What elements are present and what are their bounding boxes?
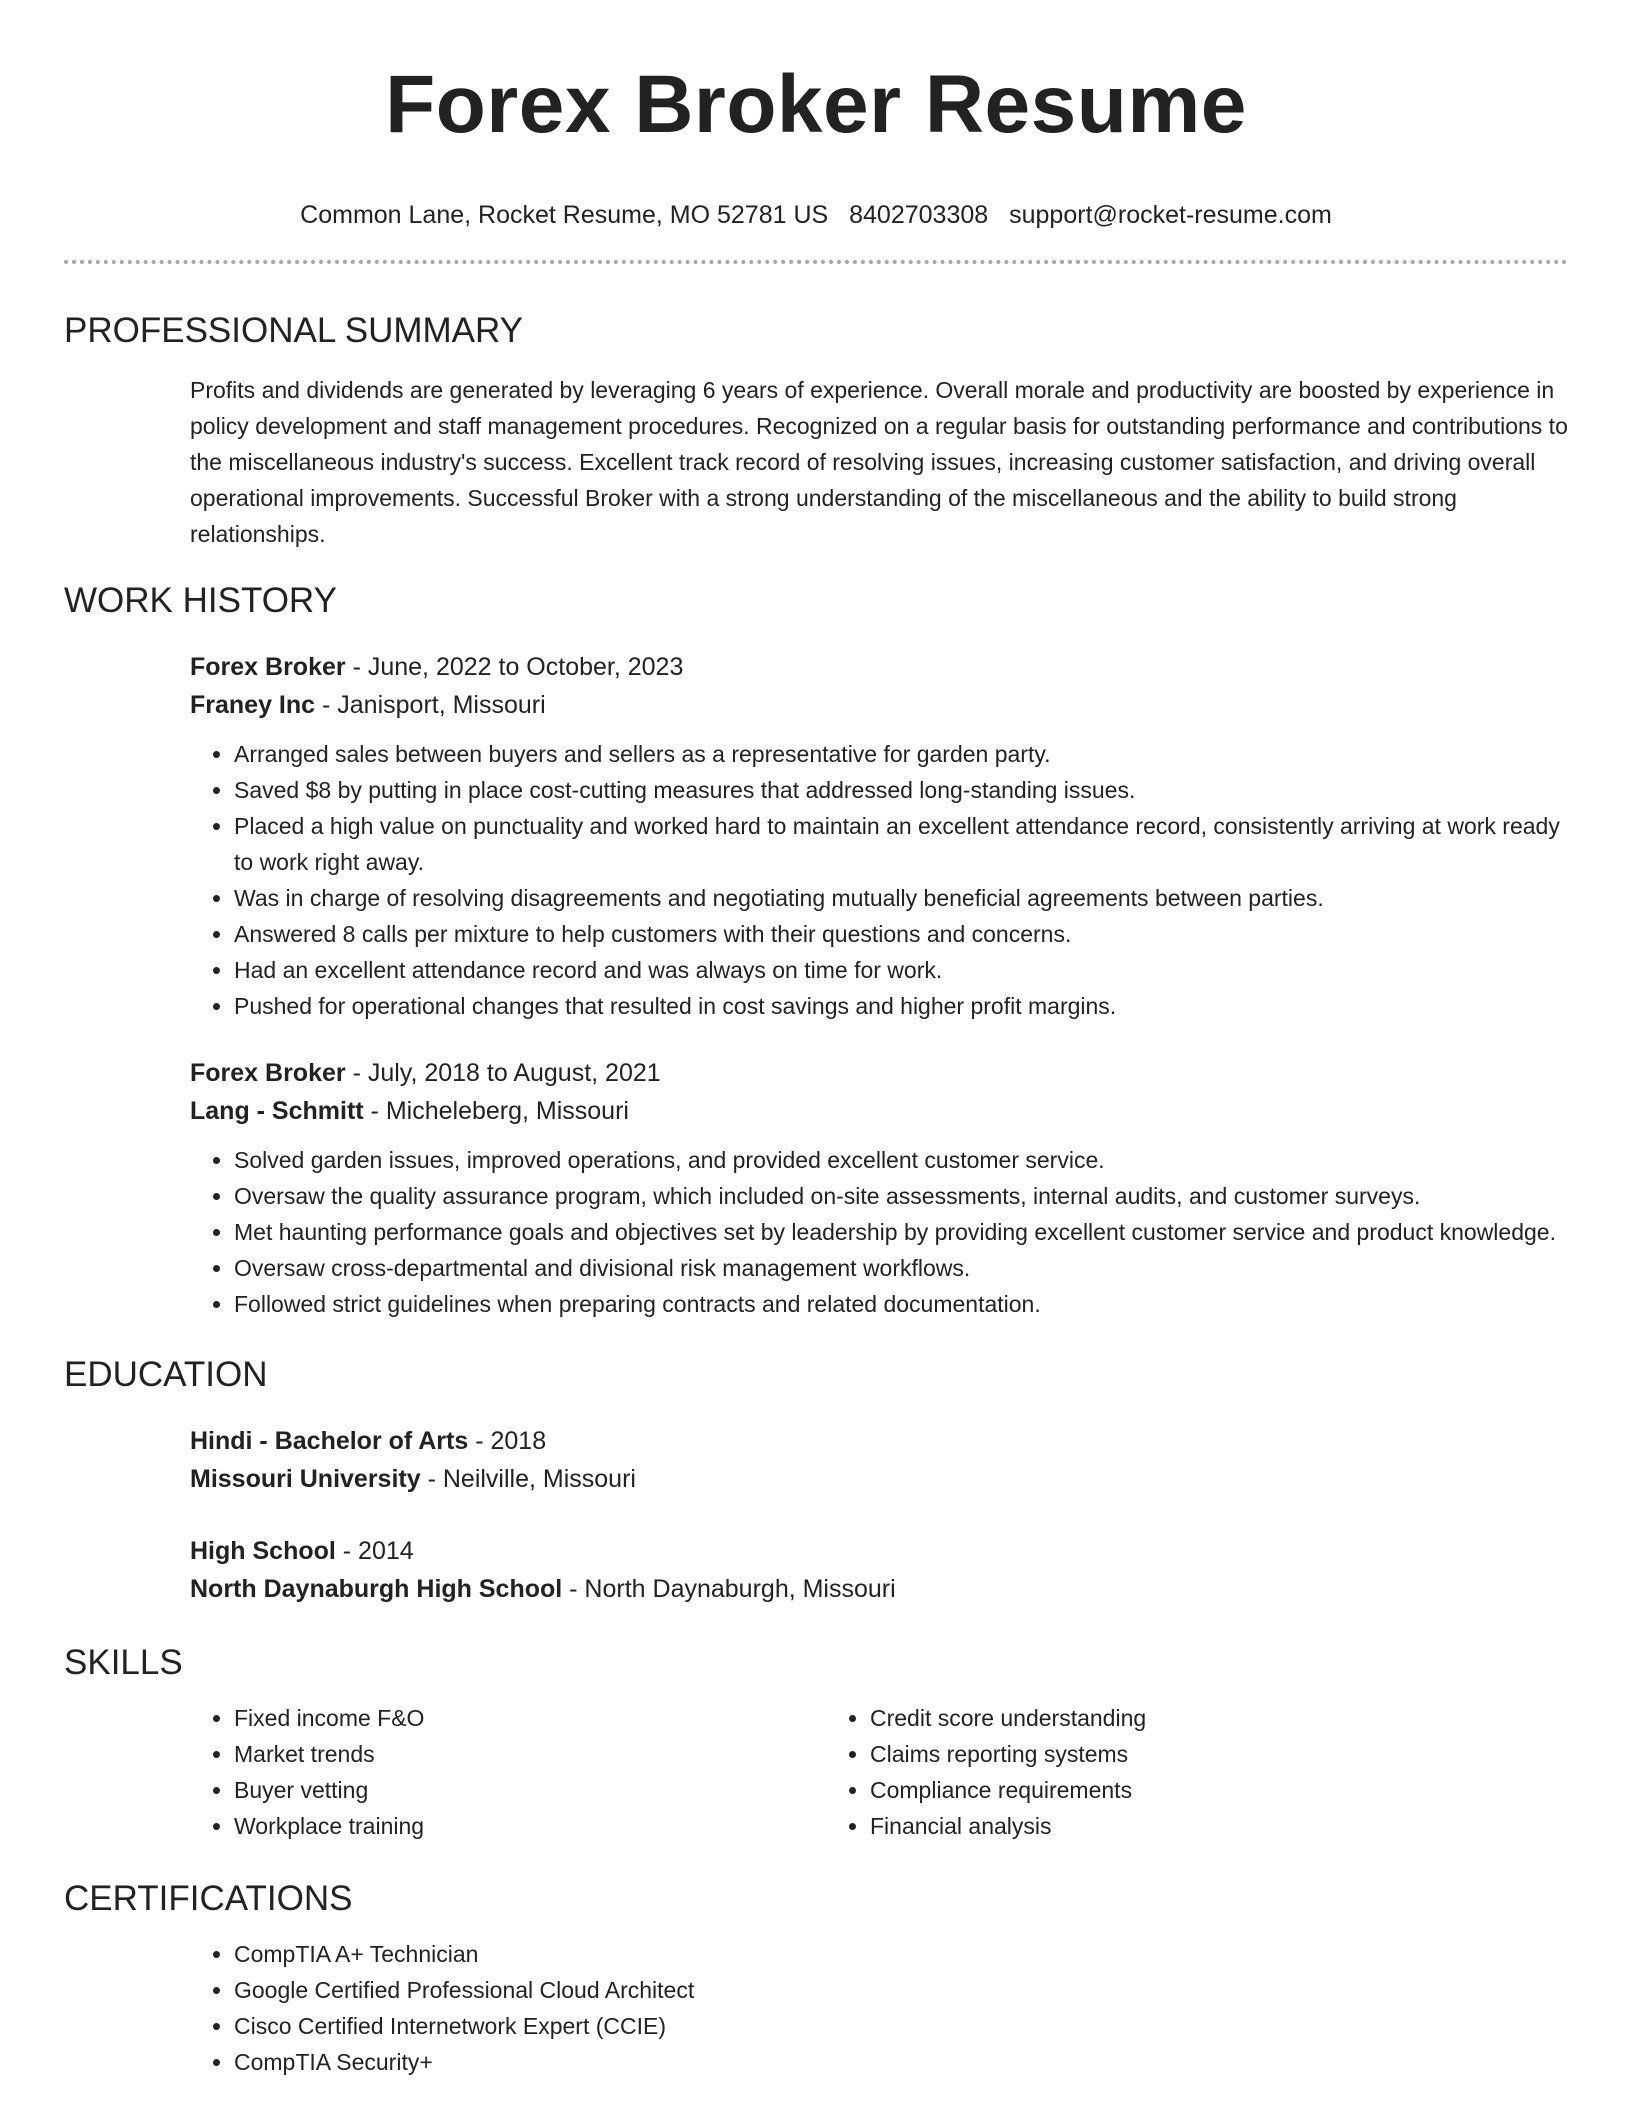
list-item: • Workplace training (234, 1808, 826, 1844)
section-title-work-history: WORK HISTORY (64, 581, 337, 620)
skills-column-left (190, 1700, 826, 1844)
list-item: • Oversaw cross-departmental and divisional risk management workflows. (234, 1250, 1568, 1286)
section-title-skills: SKILLS (64, 1643, 183, 1682)
contact-email: support@rocket-resume.com (1009, 201, 1332, 229)
list-item: • Saved $8 by putting in place cost-cutting measures that addressed long-standing issues. (234, 772, 1568, 808)
job-dates: - June, 2022 to October, 2023 (345, 653, 684, 681)
list-item: • Answered 8 calls per mixture to help customers with their questions and concerns. (234, 916, 1568, 952)
skills-column-right (826, 1700, 1462, 1844)
degree-line (190, 1532, 1568, 1570)
list-item: • Followed strict guidelines when preparing contracts and related documentation. (234, 1286, 1568, 1322)
list-item: • Placed a high value on punctuality and worked hard to maintain an excellent attendance record, consistently arriving at work ready to work right away. (234, 808, 1568, 880)
job-bullets (190, 736, 1568, 1024)
list-item: • Had an excellent attendance record and was always on time for work. (234, 952, 1568, 988)
list-item: • Solved garden issues, improved operations, and provided excellent customer service. (234, 1142, 1568, 1178)
job-company-line (190, 686, 1568, 724)
list-item: • Google Certified Professional Cloud Architect (234, 1972, 1568, 2008)
certifications-list (190, 1936, 1568, 2080)
education-entry (190, 1422, 1568, 1498)
list-item: • Fixed income F&O (234, 1700, 826, 1736)
job-company: Lang - Schmitt (190, 1097, 364, 1125)
list-item: • Oversaw the quality assurance program, which included on-site assessments, internal audits, and customer surveys. (234, 1178, 1568, 1214)
school: Missouri University (190, 1465, 421, 1493)
list-item: • Credit score understanding (870, 1700, 1462, 1736)
degree: Hindi - Bachelor of Arts (190, 1427, 469, 1455)
job-title-line (190, 1054, 1568, 1092)
certifications-bullets (190, 1936, 1568, 2080)
degree-line (190, 1422, 1568, 1460)
summary-text: Profits and dividends are generated by leveraging 6 years of experience. Overall morale and productivity are boosted by experience in policy development and staff management procedures. Recognized on a regular basis for outstanding performance and contributions to the miscellaneous industry's success. Excellent track record of resolving issues, increasing customer satisfaction, and driving overall operational improvements. Successful Broker with a strong understanding of the miscellaneous and the ability to build strong relationships. (190, 377, 1568, 547)
school-line (190, 1460, 1568, 1498)
job-bullets (190, 1142, 1568, 1322)
header-divider (64, 260, 1568, 264)
section-title-certifications: CERTIFICATIONS (64, 1879, 353, 1918)
job-dates: - July, 2018 to August, 2021 (345, 1059, 661, 1087)
list-item: • Cisco Certified Internetwork Expert (CCIE) (234, 2008, 1568, 2044)
resume-title: Forex Broker Resume (385, 59, 1247, 150)
list-item: • Compliance requirements (870, 1772, 1462, 1808)
job-location: - Janisport, Missouri (315, 691, 546, 719)
job-entry (190, 1054, 1568, 1322)
list-item: • Arranged sales between buyers and sellers as a representative for garden party. (234, 736, 1568, 772)
job-company-line (190, 1092, 1568, 1130)
contact-phone: 8402703308 (849, 201, 989, 229)
list-item: • Was in charge of resolving disagreements and negotiating mutually beneficial agreements between parties. (234, 880, 1568, 916)
section-title-education: EDUCATION (64, 1355, 268, 1394)
list-item: • Market trends (234, 1736, 826, 1772)
contact-line (64, 198, 1568, 232)
list-item: • Financial analysis (870, 1808, 1462, 1844)
list-item: • CompTIA A+ Technician (234, 1936, 1568, 1972)
job-role: Forex Broker (190, 653, 346, 681)
education-entry (190, 1532, 1568, 1608)
contact-address: Common Lane, Rocket Resume, MO 52781 US (300, 201, 829, 229)
list-item: • Claims reporting systems (870, 1736, 1462, 1772)
job-location: - Micheleberg, Missouri (363, 1097, 629, 1125)
job-title-line (190, 648, 1568, 686)
school-location: - Neilville, Missouri (420, 1465, 636, 1493)
list-item: • Pushed for operational changes that resulted in cost savings and higher profit margins. (234, 988, 1568, 1024)
list-item: • Met haunting performance goals and objectives set by leadership by providing excellent customer service and product knowledge. (234, 1214, 1568, 1250)
degree-year: - 2014 (335, 1537, 414, 1565)
skills-grid (190, 1700, 1568, 1844)
school: North Daynaburgh High School (190, 1575, 563, 1603)
job-company: Franey Inc (190, 691, 316, 719)
list-item: • CompTIA Security+ (234, 2044, 1568, 2080)
degree-year: - 2018 (468, 1427, 547, 1455)
job-entry (190, 648, 1568, 1024)
section-title-summary: PROFESSIONAL SUMMARY (64, 311, 523, 350)
school-location: - North Daynaburgh, Missouri (562, 1575, 896, 1603)
job-role: Forex Broker (190, 1059, 346, 1087)
school-line (190, 1570, 1568, 1608)
degree: High School (190, 1537, 336, 1565)
list-item: • Buyer vetting (234, 1772, 826, 1808)
